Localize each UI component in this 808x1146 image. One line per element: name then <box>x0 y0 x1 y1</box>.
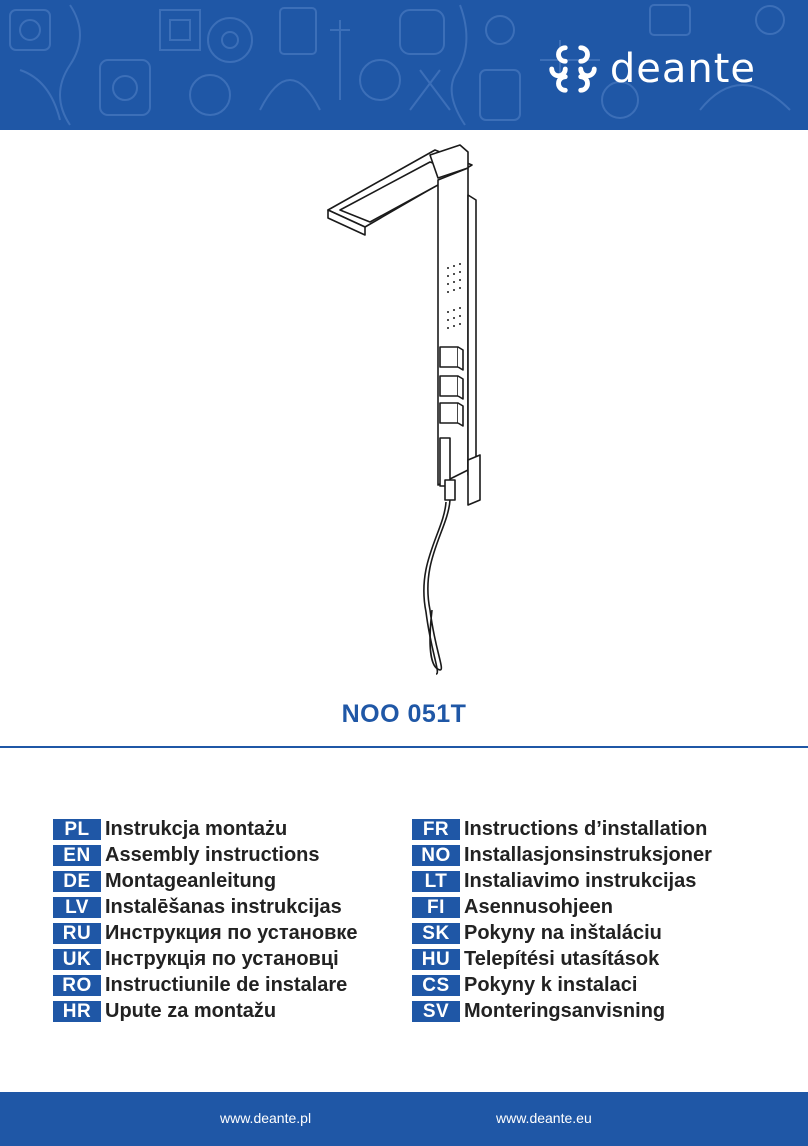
language-code-badge: SV <box>412 1001 460 1022</box>
language-list-left <box>53 816 358 1024</box>
language-code-badge: LT <box>412 871 460 892</box>
website-link-eu[interactable]: www.deante.eu <box>496 1110 592 1126</box>
language-row <box>53 894 358 920</box>
language-title: Інструкція по установці <box>105 947 339 970</box>
header-banner <box>0 0 808 130</box>
language-row <box>53 920 358 946</box>
language-row <box>53 946 358 972</box>
language-row <box>53 842 358 868</box>
language-title: Instaliavimo instrukcijas <box>464 869 697 892</box>
language-title: Assembly instructions <box>105 843 320 866</box>
language-row <box>412 816 712 842</box>
language-code-badge: NO <box>412 845 460 866</box>
language-code-badge: CS <box>412 975 460 996</box>
language-title: Instalēšanas instrukcijas <box>105 895 342 918</box>
shower-panel-illustration <box>300 140 520 690</box>
language-row <box>412 842 712 868</box>
language-row <box>53 816 358 842</box>
language-title: Asennusohjeen <box>464 895 613 918</box>
language-row <box>53 998 358 1024</box>
language-list-right <box>412 816 712 1024</box>
language-code-badge: RU <box>53 923 101 944</box>
language-title: Pokyny na inštaláciu <box>464 921 662 944</box>
language-title: Instructiunile de instalare <box>105 973 348 996</box>
language-code-badge: LV <box>53 897 101 918</box>
deante-logo-mark-icon <box>544 40 602 98</box>
language-code-badge: HR <box>53 1001 101 1022</box>
language-code-badge: UK <box>53 949 101 970</box>
language-code-badge: HU <box>412 949 460 970</box>
language-code-badge: FI <box>412 897 460 918</box>
language-title: Pokyny k instalaci <box>464 973 638 996</box>
language-code-badge: FR <box>412 819 460 840</box>
divider-line <box>0 746 808 748</box>
language-title: Monteringsanvisning <box>464 999 666 1022</box>
language-code-badge: PL <box>53 819 101 840</box>
language-title: Instrukcja montażu <box>105 817 288 840</box>
language-title: Instructions d’installation <box>464 817 708 840</box>
language-title: Montageanleitung <box>105 869 277 892</box>
language-code-badge: RO <box>53 975 101 996</box>
language-title: Telepítési utasítások <box>464 947 660 970</box>
language-code-badge: DE <box>53 871 101 892</box>
product-model: NOO 051T <box>341 700 467 728</box>
brand-name: deante <box>609 46 756 92</box>
language-row <box>412 946 712 972</box>
language-row <box>53 868 358 894</box>
website-link-pl[interactable]: www.deante.pl <box>220 1110 312 1126</box>
language-title: Инструкция по установке <box>105 921 358 944</box>
footer-banner <box>0 1092 808 1146</box>
language-row <box>53 972 358 998</box>
language-title: Installasjonsinstruksjoner <box>464 843 712 866</box>
language-code-badge: SK <box>412 923 460 944</box>
deante-logo <box>544 40 756 98</box>
language-row <box>412 868 712 894</box>
language-row <box>412 920 712 946</box>
language-title: Upute za montažu <box>105 999 277 1022</box>
language-row <box>412 998 712 1024</box>
language-row <box>412 894 712 920</box>
language-code-badge: EN <box>53 845 101 866</box>
language-row <box>412 972 712 998</box>
